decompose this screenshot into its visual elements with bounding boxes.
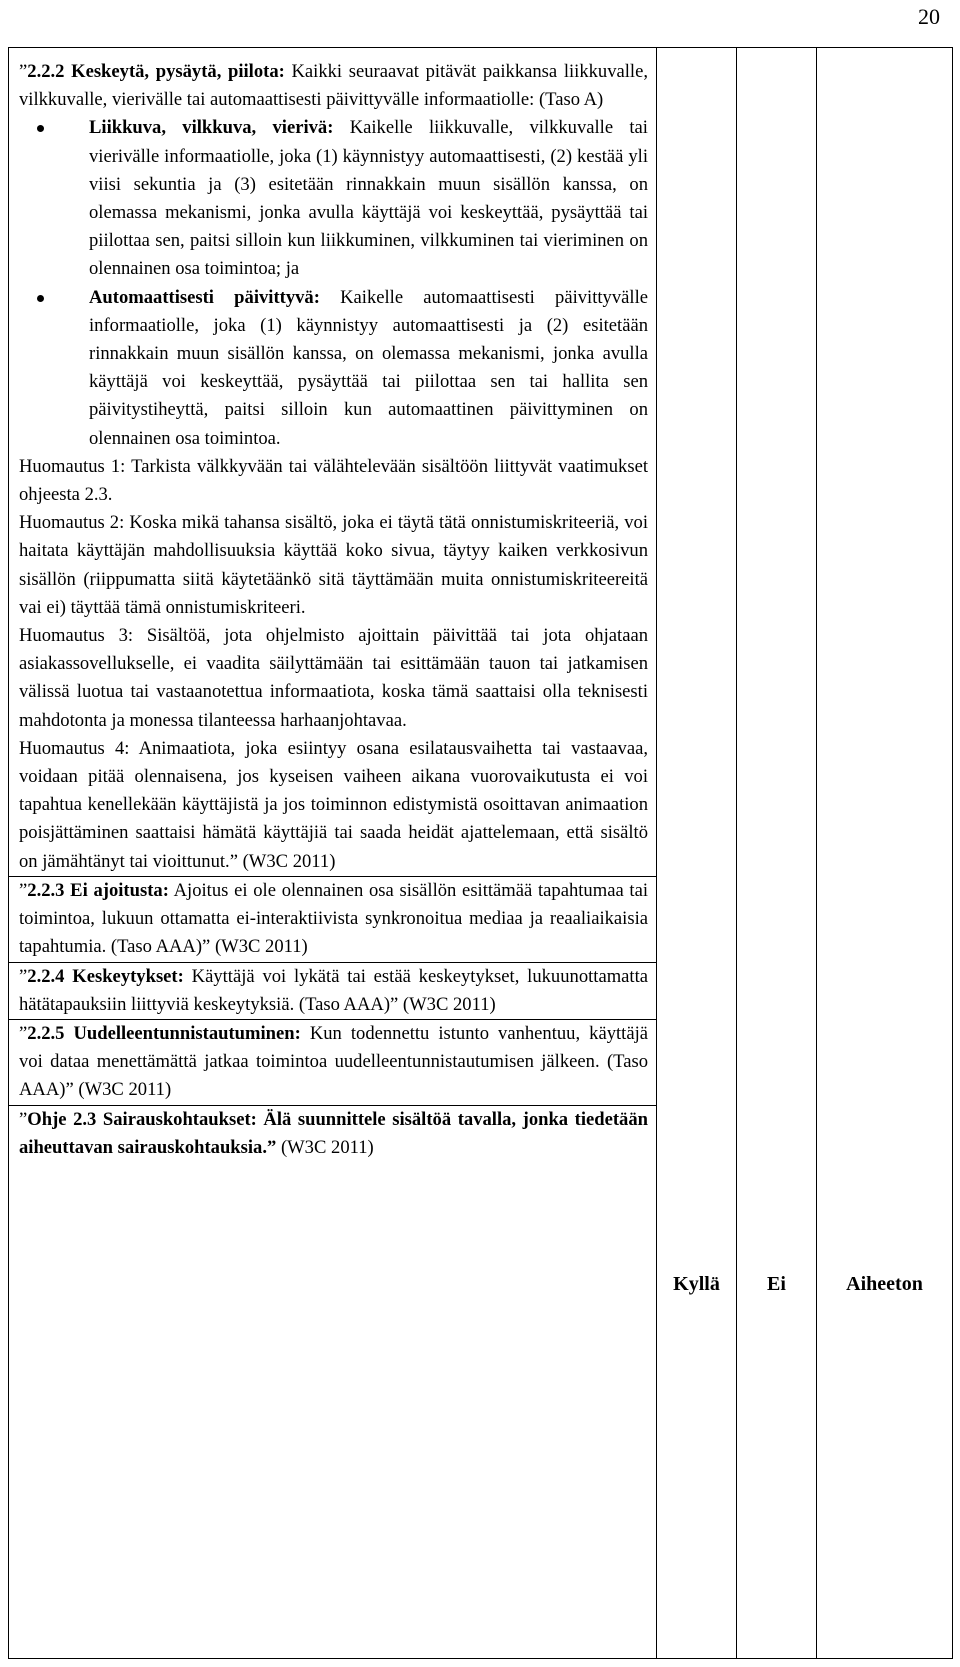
answer-column-yes	[657, 48, 737, 1659]
guideline-title: Ohje 2.3 Sairauskohtaukset: Älä suunnittele sisältöä tavalla, jonka tiedetään aiheuttavan sairauskohtauksia.”	[19, 1108, 648, 1158]
citation: (W3C 2011)	[402, 993, 496, 1015]
quote-mark: ”	[19, 1108, 28, 1130]
criterion-text: Kun todennettu istunto vanhentuu, käyttäjä voi dataa menettämättä jatkaa toimintoa uudelleentunnistautumisen jälkeen. (Taso AAA)”	[19, 1022, 648, 1101]
list-item	[89, 114, 648, 283]
answer-column-no	[737, 48, 817, 1659]
criterion-title: 2.2.5 Uudelleentunnistautuminen:	[27, 1022, 301, 1044]
criterion-2-2-4	[9, 962, 656, 1019]
note-2: Huomautus 2: Koska mikä tahansa sisältö, joka ei täytä tätä onnistumiskriteeriä, voi haitata käyttäjän mahdollisuuksia käyttää koko sivua, täytyy kaiken verkkosivun sisällön (riippumatta siitä käytetäänkö sitä täyttämään muita onnistumiskriteereitä vai ei) täyttää tämä onnistumiskriteeri.	[19, 512, 648, 618]
answer-column-na	[817, 48, 953, 1659]
criterion-text: Käyttäjä voi lykätä tai estää keskeytykset, lukuunottamatta hätätapauksiin liittyviä keskeytyksiä. (Taso AAA)”	[19, 965, 648, 1015]
note-4-text: Huomautus 4: Animaatiota, joka esiintyy osana esilatausvaihetta tai vastaavaa, voidaan pitää olennaisena, jos kyseisen vaiheen aikana vuorovaikutusta ei voi tapahtua kenellekään käyttäjistä ja jos toiminnon edistymistä osoittavan animaation poisjättäminen saattaisi hämätä käyttäjiä tai saada heidät ajattelemaan, että sisältö on jämähtänyt tai vioittunut.”	[19, 737, 648, 872]
criteria-text-cell	[9, 48, 657, 1659]
guideline-2-3	[9, 1105, 656, 1162]
bullet-term: Liikkuva, vilkkuva, vierivä:	[89, 117, 334, 139]
criterion-title: 2.2.3 Ei ajoitusta:	[27, 879, 169, 901]
quote-mark: ”	[19, 965, 28, 987]
criterion-intro: Kaikki seuraavat pitävät paikkansa liikkuvalle, vilkkuvalle, vierivälle tai automaattisesti päivittyvälle informaatiolle: (Taso A)	[19, 61, 648, 111]
note-4	[19, 735, 648, 876]
page-number: 20	[918, 4, 940, 29]
quote-mark: ”	[19, 61, 28, 82]
answer-yes: Kyllä	[673, 1273, 720, 1295]
quote-mark: ”	[19, 879, 28, 901]
quote-mark: ”	[19, 1022, 28, 1044]
criterion-2-2-2	[19, 58, 648, 114]
answer-na: Aiheeton	[846, 1273, 923, 1295]
answer-no: Ei	[767, 1273, 786, 1295]
citation: (W3C 2011)	[214, 936, 308, 958]
citation: (W3C 2011)	[280, 1136, 374, 1158]
criterion-title: 2.2.2 Keskeytä, pysäytä, piilota:	[27, 61, 285, 82]
bullet-icon	[37, 295, 44, 302]
criterion-text: Ajoitus ei ole olennainen osa sisällön esittämää tapahtumaa tai toimintoa, lukuun ottamatta ei-interaktiivista synkronoitua mediaa ja reaaliaikaisia tapahtumia. (Taso AAA)”	[19, 879, 649, 958]
bullet-text: Kaikelle automaattisesti päivittyvälle informaatiolle, joka (1) käynnistyy automaattisesti ja (2) esitetään rinnakkain muun sisällön kanssa, on olemassa mekanismi, jonka avulla käyttäjä voi keskeyttää, pysäyttää tai piilottaa sen tai hallita sen päivitystiheyttä, paitsi silloin kun automaattinen päivittyminen on olennainen osa toimintoa.	[89, 286, 648, 449]
note-1: Huomautus 1: Tarkista välkkyvään tai välähtelevään sisältöön liittyvät vaatimukset ohjeesta 2.3.	[19, 455, 648, 506]
citation: (W3C 2011)	[78, 1079, 172, 1101]
checklist-table	[8, 47, 953, 1659]
table-row	[9, 48, 953, 1659]
note-3: Huomautus 3: Sisältöä, jota ohjelmisto ajoittain päivittää tai jota ohjataan asiakassovellukselle, ei vaadita säilyttämään tai esittämään tauon tai jatkamisen välissä luotua tai vastaanotettua informaatiota, koska tämä saattaisi olla teknisesti mahdotonta ja monessa tilanteessa harhaanjohtavaa.	[19, 625, 648, 731]
criterion-2-2-3	[9, 876, 656, 962]
bullet-term: Automaattisesti päivittyvä:	[89, 286, 320, 308]
citation: (W3C 2011)	[242, 850, 336, 872]
bullet-list	[19, 114, 648, 452]
bullet-text: Kaikelle liikkuvalle, vilkkuvalle tai vierivälle informaatiolle, joka (1) käynnistyy automaattisesti, (2) kestää yli viisi sekuntia ja (3) esitetään rinnakkain muun sisällön kanssa, on olemassa mekanismi, jonka avulla käyttäjä voi keskeyttää, pysäyttää tai piilottaa sen, paitsi silloin kun liikkuminen, vilkkuminen tai vieriminen on olennainen osa toimintoa; ja	[89, 117, 648, 280]
criterion-title: 2.2.4 Keskeytykset:	[27, 965, 184, 987]
bullet-icon	[37, 125, 44, 132]
list-item	[89, 284, 648, 453]
criterion-2-2-5	[9, 1019, 656, 1105]
